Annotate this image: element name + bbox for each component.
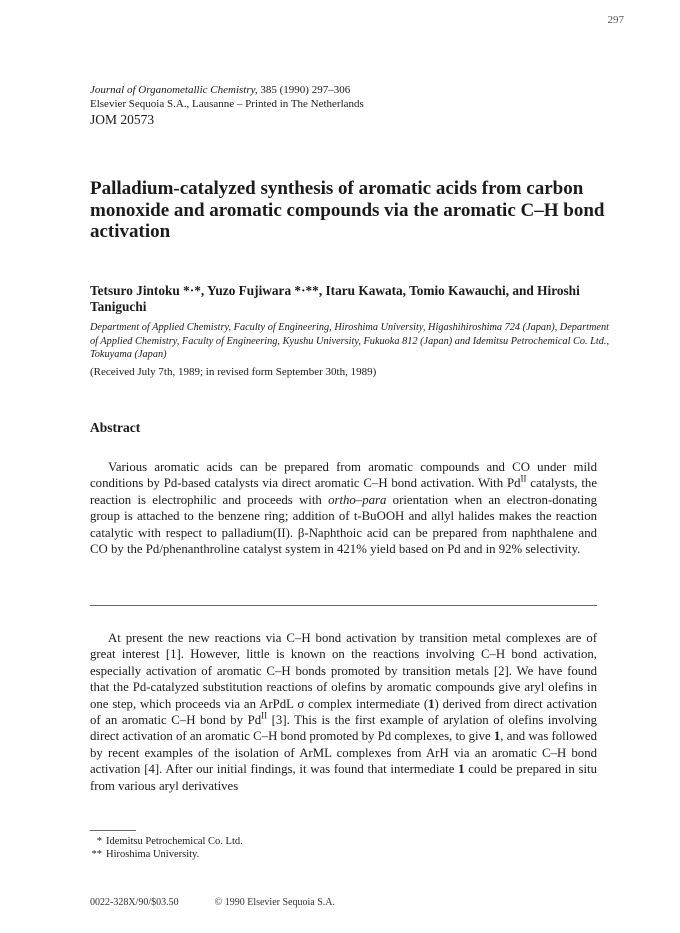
abstract-segment: Various aromatic acids can be prepared from aromatic compounds and CO under mild conditions by Pd-based catalysts via direct aromatic C–H bond activation. With Pd xyxy=(90,460,597,491)
received-dates: (Received July 7th, 1989; in revised form September 30th, 1989) xyxy=(90,366,377,378)
page-footer xyxy=(90,897,371,908)
footnote-mark: ** xyxy=(91,849,102,860)
author-separator: , xyxy=(200,283,208,298)
jom-code: JOM 20573 xyxy=(90,112,155,127)
body-segment: could be prepared in situ from various aryl derivatives xyxy=(90,762,597,793)
author-mark: *·* xyxy=(179,283,201,298)
author-names: , Itaru Kawata, Tomio Kawauchi, and Hiroshi Taniguchi xyxy=(90,283,580,314)
page-number: 297 xyxy=(607,14,624,26)
article-title: Palladium-catalyzed synthesis of aromatic acids from carbon monoxide and aromatic compounds via the aromatic C–H bond activation xyxy=(90,178,605,242)
journal-volume: 385 (1990) 297–306 xyxy=(257,84,351,96)
journal-citation xyxy=(90,83,590,97)
abstract-segment: catalysts, the reaction is electrophilic and proceeds with xyxy=(90,476,597,507)
footnote xyxy=(90,848,243,861)
compound-number: 1 xyxy=(428,696,435,711)
body-paragraph xyxy=(90,630,597,794)
orientation-term: ortho–para xyxy=(328,492,387,507)
body-segment: At present the new reactions via C–H bond activation by transition metal complexes are of great interest [1]. However, little is known on the reactions involving C–H bond activation, especially activation of aromatic C–H bonds promoted by transition metals [2]. We have found that the Pd-catalyzed substitution reactions of olefins by aromatic compounds give aryl olefins in one step, which proceeds via an ArPdL σ complex intermediate ( xyxy=(90,631,597,711)
abstract-text xyxy=(90,459,597,557)
author-name: Yuzo Fujiwara xyxy=(207,283,292,298)
footnote-mark: * xyxy=(96,836,102,847)
footnote-text: Idemitsu Petrochemical Co. Ltd. xyxy=(106,836,243,847)
journal-info xyxy=(90,83,590,127)
publisher-line: Elsevier Sequoia S.A., Lausanne – Printed in The Netherlands xyxy=(90,98,364,110)
issn-code: 0022-328X/90/$03.50 xyxy=(90,897,179,908)
compound-number: 1 xyxy=(493,729,501,744)
compound-number: 1 xyxy=(458,762,465,777)
author-name: Tetsuro Jintoku xyxy=(90,283,180,298)
author-list xyxy=(90,283,610,315)
affiliations: Department of Applied Chemistry, Faculty of Engineering, Hiroshima University, Higashihiroshima 724 (Japan), Department of Applied Chemistry, Faculty of Engineering, Kyushu University, Fukuoka 812 (Japan) and Idemitsu Petrochemical Co. Ltd., Tokuyama (Japan) xyxy=(90,322,610,360)
footnote-text: Hiroshima University. xyxy=(106,849,200,860)
author-mark: *·** xyxy=(291,283,319,298)
body-segment: [3]. This is the first example of arylation of olefins involving direct activation of an aromatic C–H bond promoted by Pd complexes, to give xyxy=(90,713,597,744)
journal-name: Journal of Organometallic Chemistry, xyxy=(90,84,258,96)
footnote xyxy=(90,835,243,848)
copyright-notice: © 1990 Elsevier Sequoia S.A. xyxy=(214,897,335,908)
oxidation-state: II xyxy=(520,474,527,485)
abstract-segment: orientation when an electron-donating group is attached to the benzene ring; addition of t-BuOOH and allyl halides makes the reaction catalytic with respect to palladium(II). β-Naphthoic acid can be prepared from naphthalene and CO by the Pd/phenanthroline catalyst system in 421% yield based on Pd and in 92% selectivity. xyxy=(90,492,597,557)
body-segment: , and was followed by recent examples of the isolation of ArML complexes from ArH via an aromatic C–H bond activation [4]. After our initial findings, it was found that intermediate xyxy=(90,729,597,777)
oxidation-state: II xyxy=(261,710,268,721)
body-segment: ) derived from direct activation of an aromatic C–H bond by Pd xyxy=(90,696,597,728)
footnote-divider xyxy=(90,830,136,831)
footnotes xyxy=(90,835,243,861)
section-divider xyxy=(90,605,597,606)
abstract-heading: Abstract xyxy=(90,420,141,435)
